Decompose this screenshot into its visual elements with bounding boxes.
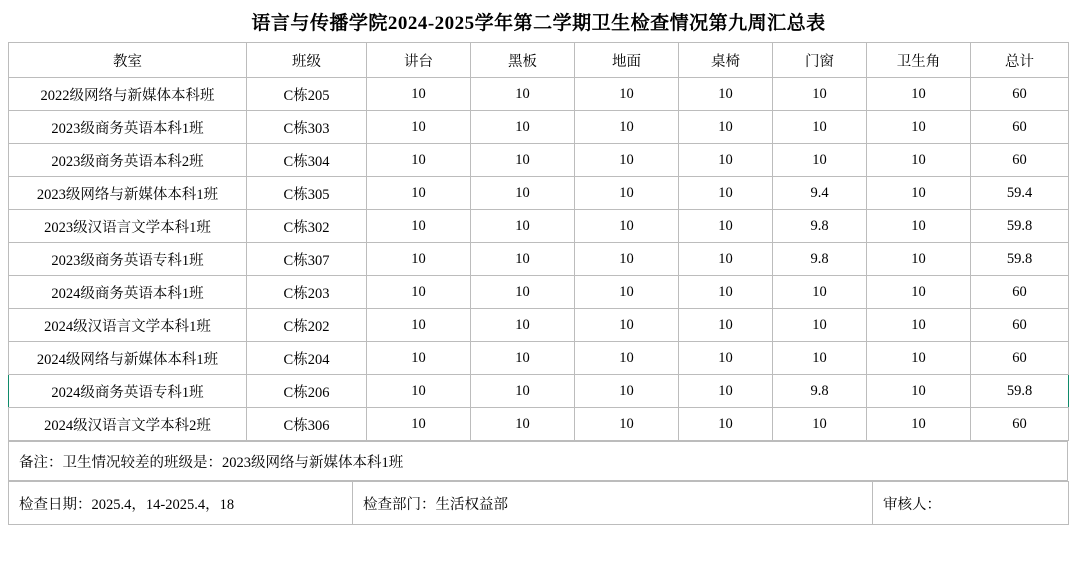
cell-corner[interactable]: 10	[867, 177, 971, 210]
cell-class[interactable]: C栋202	[247, 309, 367, 342]
cell-class[interactable]: C栋307	[247, 243, 367, 276]
cell-desks[interactable]: 10	[679, 144, 773, 177]
cell-classroom[interactable]: 2024级汉语言文学本科1班	[9, 309, 247, 342]
cell-classroom[interactable]: 2023级商务英语专科1班	[9, 243, 247, 276]
table-row[interactable]	[9, 111, 1069, 144]
cell-corner[interactable]: 10	[867, 111, 971, 144]
cell-desks[interactable]: 10	[679, 111, 773, 144]
cell-class[interactable]: C栋206	[247, 375, 367, 408]
table-row[interactable]	[9, 309, 1069, 342]
cell-class[interactable]: C栋205	[247, 78, 367, 111]
cell-windows[interactable]: 10	[773, 408, 867, 441]
cell-windows[interactable]: 9.4	[773, 177, 867, 210]
cell-desks[interactable]: 10	[679, 243, 773, 276]
cell-total[interactable]: 59.8	[971, 375, 1069, 408]
cell-classroom[interactable]: 2023级网络与新媒体本科1班	[9, 177, 247, 210]
cell-floor[interactable]: 10	[575, 144, 679, 177]
cell-classroom[interactable]: 2024级汉语言文学本科2班	[9, 408, 247, 441]
table-header	[9, 43, 1069, 78]
cell-desks[interactable]: 10	[679, 309, 773, 342]
cell-floor[interactable]: 10	[575, 309, 679, 342]
cell-windows[interactable]: 10	[773, 309, 867, 342]
cell-floor[interactable]: 10	[575, 375, 679, 408]
cell-blackboard[interactable]: 10	[471, 78, 575, 111]
note-section	[8, 441, 1068, 481]
footer-reviewer[interactable]: 审核人：	[873, 482, 1069, 525]
cell-total[interactable]: 60	[971, 408, 1069, 441]
cell-blackboard[interactable]: 10	[471, 243, 575, 276]
cell-class[interactable]: C栋204	[247, 342, 367, 375]
cell-class[interactable]: C栋304	[247, 144, 367, 177]
cell-desks[interactable]: 10	[679, 210, 773, 243]
cell-corner[interactable]: 10	[867, 276, 971, 309]
cell-class[interactable]: C栋303	[247, 111, 367, 144]
cell-classroom[interactable]: 2022级网络与新媒体本科班	[9, 78, 247, 111]
cell-class[interactable]: C栋203	[247, 276, 367, 309]
cell-floor[interactable]: 10	[575, 210, 679, 243]
table-row[interactable]	[9, 177, 1069, 210]
cell-corner[interactable]: 10	[867, 342, 971, 375]
table-body	[9, 78, 1069, 441]
cell-classroom[interactable]: 2023级汉语言文学本科1班	[9, 210, 247, 243]
page-title: 语言与传播学院2024-2025学年第二学期卫生检查情况第九周汇总表	[251, 12, 826, 34]
cell-floor[interactable]: 10	[575, 276, 679, 309]
cell-windows[interactable]: 9.8	[773, 210, 867, 243]
cell-podium[interactable]: 10	[367, 111, 471, 144]
cell-windows[interactable]: 10	[773, 78, 867, 111]
cell-class[interactable]: C栋305	[247, 177, 367, 210]
cell-corner[interactable]: 10	[867, 78, 971, 111]
cell-total[interactable]: 59.4	[971, 177, 1069, 210]
cell-blackboard[interactable]: 10	[471, 177, 575, 210]
column-header-corner: 卫生角	[867, 43, 971, 78]
cell-blackboard[interactable]: 10	[471, 408, 575, 441]
table-row[interactable]	[9, 144, 1069, 177]
cell-blackboard[interactable]: 10	[471, 375, 575, 408]
cell-floor[interactable]: 10	[575, 111, 679, 144]
table-row[interactable]	[9, 276, 1069, 309]
cell-corner[interactable]: 10	[867, 408, 971, 441]
cell-class[interactable]: C栋306	[247, 408, 367, 441]
cell-corner[interactable]: 10	[867, 144, 971, 177]
hygiene-summary-table	[8, 42, 1069, 441]
cell-classroom[interactable]: 2023级商务英语本科1班	[9, 111, 247, 144]
cell-podium[interactable]: 10	[367, 177, 471, 210]
cell-desks[interactable]: 10	[679, 408, 773, 441]
cell-total[interactable]: 60	[971, 78, 1069, 111]
column-header-floor: 地面	[575, 43, 679, 78]
table-header-row	[9, 43, 1069, 78]
cell-windows[interactable]: 10	[773, 342, 867, 375]
cell-floor[interactable]: 10	[575, 342, 679, 375]
cell-windows[interactable]: 10	[773, 276, 867, 309]
note-row[interactable]	[9, 442, 1068, 481]
cell-desks[interactable]: 10	[679, 276, 773, 309]
cell-floor[interactable]: 10	[575, 243, 679, 276]
table-row[interactable]	[9, 210, 1069, 243]
column-header-class: 班级	[247, 43, 367, 78]
cell-blackboard[interactable]: 10	[471, 276, 575, 309]
cell-classroom[interactable]: 2024级网络与新媒体本科1班	[9, 342, 247, 375]
cell-total[interactable]: 60	[971, 276, 1069, 309]
column-header-total: 总计	[971, 43, 1069, 78]
cell-corner[interactable]: 10	[867, 375, 971, 408]
cell-podium[interactable]: 10	[367, 210, 471, 243]
table-row-selected[interactable]	[9, 375, 1069, 408]
cell-podium[interactable]: 10	[367, 309, 471, 342]
cell-total[interactable]: 59.8	[971, 210, 1069, 243]
cell-classroom[interactable]: 2024级商务英语专科1班	[9, 375, 247, 408]
cell-corner[interactable]: 10	[867, 309, 971, 342]
cell-blackboard[interactable]: 10	[471, 210, 575, 243]
cell-windows[interactable]: 10	[773, 111, 867, 144]
cell-corner[interactable]: 10	[867, 210, 971, 243]
table-row[interactable]	[9, 78, 1069, 111]
table-row[interactable]	[9, 342, 1069, 375]
footer-section	[8, 481, 1069, 525]
cell-windows[interactable]: 9.8	[773, 243, 867, 276]
table-row[interactable]	[9, 243, 1069, 276]
cell-total[interactable]: 60	[971, 111, 1069, 144]
cell-blackboard[interactable]: 10	[471, 342, 575, 375]
cell-floor[interactable]: 10	[575, 177, 679, 210]
note-text[interactable]: 备注：卫生情况较差的班级是：2023级网络与新媒体本科1班	[9, 442, 1068, 481]
cell-total[interactable]: 60	[971, 309, 1069, 342]
cell-podium[interactable]: 10	[367, 375, 471, 408]
title-row	[0, 0, 1077, 42]
footer-row[interactable]	[9, 482, 1069, 525]
cell-total[interactable]: 60	[971, 342, 1069, 375]
cell-total[interactable]: 60	[971, 144, 1069, 177]
cell-floor[interactable]: 10	[575, 78, 679, 111]
cell-blackboard[interactable]: 10	[471, 144, 575, 177]
table-row[interactable]	[9, 408, 1069, 441]
footer-department[interactable]: 检查部门：生活权益部	[353, 482, 873, 525]
column-header-blackboard: 黑板	[471, 43, 575, 78]
column-header-podium: 讲台	[367, 43, 471, 78]
cell-podium[interactable]: 10	[367, 276, 471, 309]
footer-inspect-date[interactable]: 检查日期：2025.4，14-2025.4，18	[9, 482, 353, 525]
cell-class[interactable]: C栋302	[247, 210, 367, 243]
column-header-windows: 门窗	[773, 43, 867, 78]
cell-desks[interactable]: 10	[679, 78, 773, 111]
cell-blackboard[interactable]: 10	[471, 309, 575, 342]
cell-blackboard[interactable]: 10	[471, 111, 575, 144]
cell-total[interactable]: 59.8	[971, 243, 1069, 276]
cell-windows[interactable]: 9.8	[773, 375, 867, 408]
cell-corner[interactable]: 10	[867, 243, 971, 276]
cell-floor[interactable]: 10	[575, 408, 679, 441]
cell-podium[interactable]: 10	[367, 243, 471, 276]
cell-classroom[interactable]: 2023级商务英语本科2班	[9, 144, 247, 177]
cell-podium[interactable]: 10	[367, 78, 471, 111]
cell-desks[interactable]: 10	[679, 375, 773, 408]
cell-windows[interactable]: 10	[773, 144, 867, 177]
cell-podium[interactable]: 10	[367, 408, 471, 441]
cell-podium[interactable]: 10	[367, 144, 471, 177]
column-header-classroom: 教室	[9, 43, 247, 78]
cell-desks[interactable]: 10	[679, 342, 773, 375]
cell-desks[interactable]: 10	[679, 177, 773, 210]
cell-podium[interactable]: 10	[367, 342, 471, 375]
cell-classroom[interactable]: 2024级商务英语本科1班	[9, 276, 247, 309]
column-header-desks: 桌椅	[679, 43, 773, 78]
